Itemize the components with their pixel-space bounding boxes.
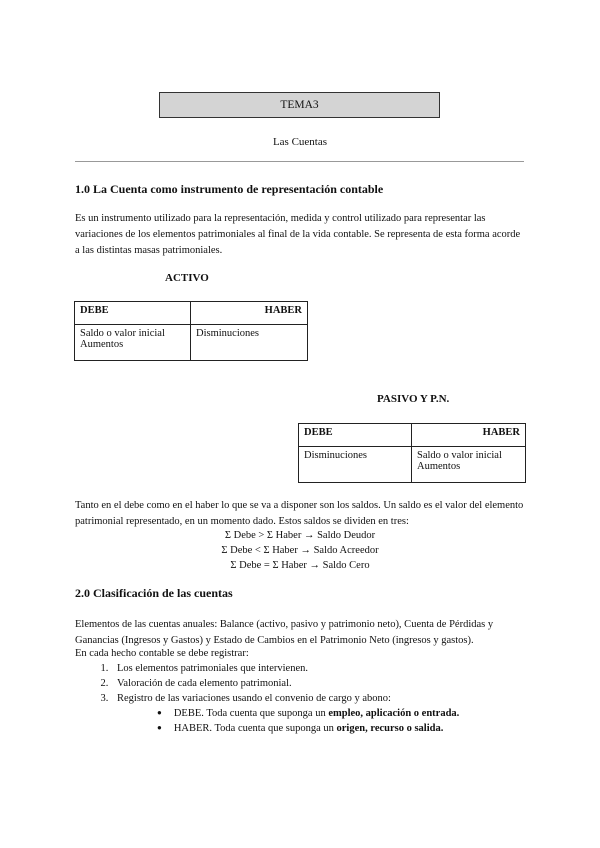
pasivo-haber-line1: Saldo o valor inicial: [417, 450, 502, 461]
section2-heading: 2.0 Clasificación de las cuentas: [75, 586, 233, 600]
activo-t-account: [74, 301, 308, 361]
activo-haber-cell: [191, 325, 308, 361]
title-divider: [75, 161, 524, 162]
haber-item-text: HABER. Toda cuenta que suponga un: [173, 723, 337, 734]
saldo-acreedor-rule: Σ Debe < Σ Haber → Saldo Acreedor: [221, 545, 379, 556]
activo-debe-line1: Saldo o valor inicial: [80, 328, 165, 339]
activo-debe-header: DEBE: [75, 302, 191, 325]
debe-item-emphasis: empleo, aplicación o entrada.: [328, 708, 460, 719]
activo-debe-line2: Aumentos: [80, 339, 124, 350]
pasivo-haber-cell: [412, 447, 526, 483]
saldo-cero-rule: Σ Debe = Σ Haber → Saldo Cero: [230, 560, 370, 571]
activo-debe-cell: [75, 325, 191, 361]
document-title: TEMA3: [280, 99, 319, 111]
steps-list-container: [75, 661, 525, 736]
section1-paragraph: Es un instrumento utilizado para la representación, medida y control utilizado para representar las variaciones de los elementos patrimoniales al final de la vida contable. Se representa de esta forma acorde a las distintas masas patrimoniales.: [75, 213, 521, 256]
pasivo-t-account: [298, 423, 526, 483]
pasivo-haber-header: HABER: [412, 424, 526, 447]
debe-item-text: DEBE. Toda cuenta que suponga un: [173, 708, 329, 719]
haber-convention-item: [157, 721, 525, 736]
list-item: 1. Los elementos patrimoniales que intervienen.: [111, 661, 525, 676]
pasivo-debe-header: DEBE: [299, 424, 412, 447]
list-item: 3. Registro de las variaciones usando el convenio de cargo y abono:: [111, 691, 525, 706]
section2-paragraph: Elementos de las cuentas anuales: Balance (activo, pasivo y patrimonio neto), Cuenta de Pérdidas y Ganancias (Ingresos y Gastos) y Estado de Cambios en el Patrimonio Neto (ingresos y gastos).: [75, 619, 494, 646]
saldos-paragraph: Tanto en el debe como en el haber lo que se va a disponer son los saldos. Un saldo es el valor del elemento patrimonial representado, en un momento dado. Estos saldos se dividen en tres:: [75, 500, 524, 527]
steps-list: [75, 661, 525, 706]
pasivo-debe-line1: Disminuciones: [304, 450, 367, 461]
pasivo-label: PASIVO Y P.N.: [377, 393, 450, 405]
pasivo-haber-line2: Aumentos: [417, 461, 461, 472]
cargo-abono-list: [115, 706, 525, 736]
document-title-box: [159, 92, 440, 118]
pasivo-debe-cell: [299, 447, 412, 483]
activo-haber-line1: Disminuciones: [196, 328, 259, 339]
activo-label: ACTIVO: [165, 272, 209, 284]
saldo-deudor-rule: Σ Debe > Σ Haber → Saldo Deudor: [224, 530, 376, 541]
activo-haber-header: HABER: [191, 302, 308, 325]
haber-item-emphasis: origen, recurso o salida.: [336, 723, 444, 734]
document-subtitle: Las Cuentas: [272, 136, 328, 148]
section1-heading: 1.0 La Cuenta como instrumento de representación contable: [75, 182, 384, 196]
list-item: 2. Valoración de cada elemento patrimonial.: [111, 676, 525, 691]
debe-convention-item: [157, 706, 525, 721]
section2-intro: En cada hecho contable se debe registrar:: [75, 648, 249, 659]
